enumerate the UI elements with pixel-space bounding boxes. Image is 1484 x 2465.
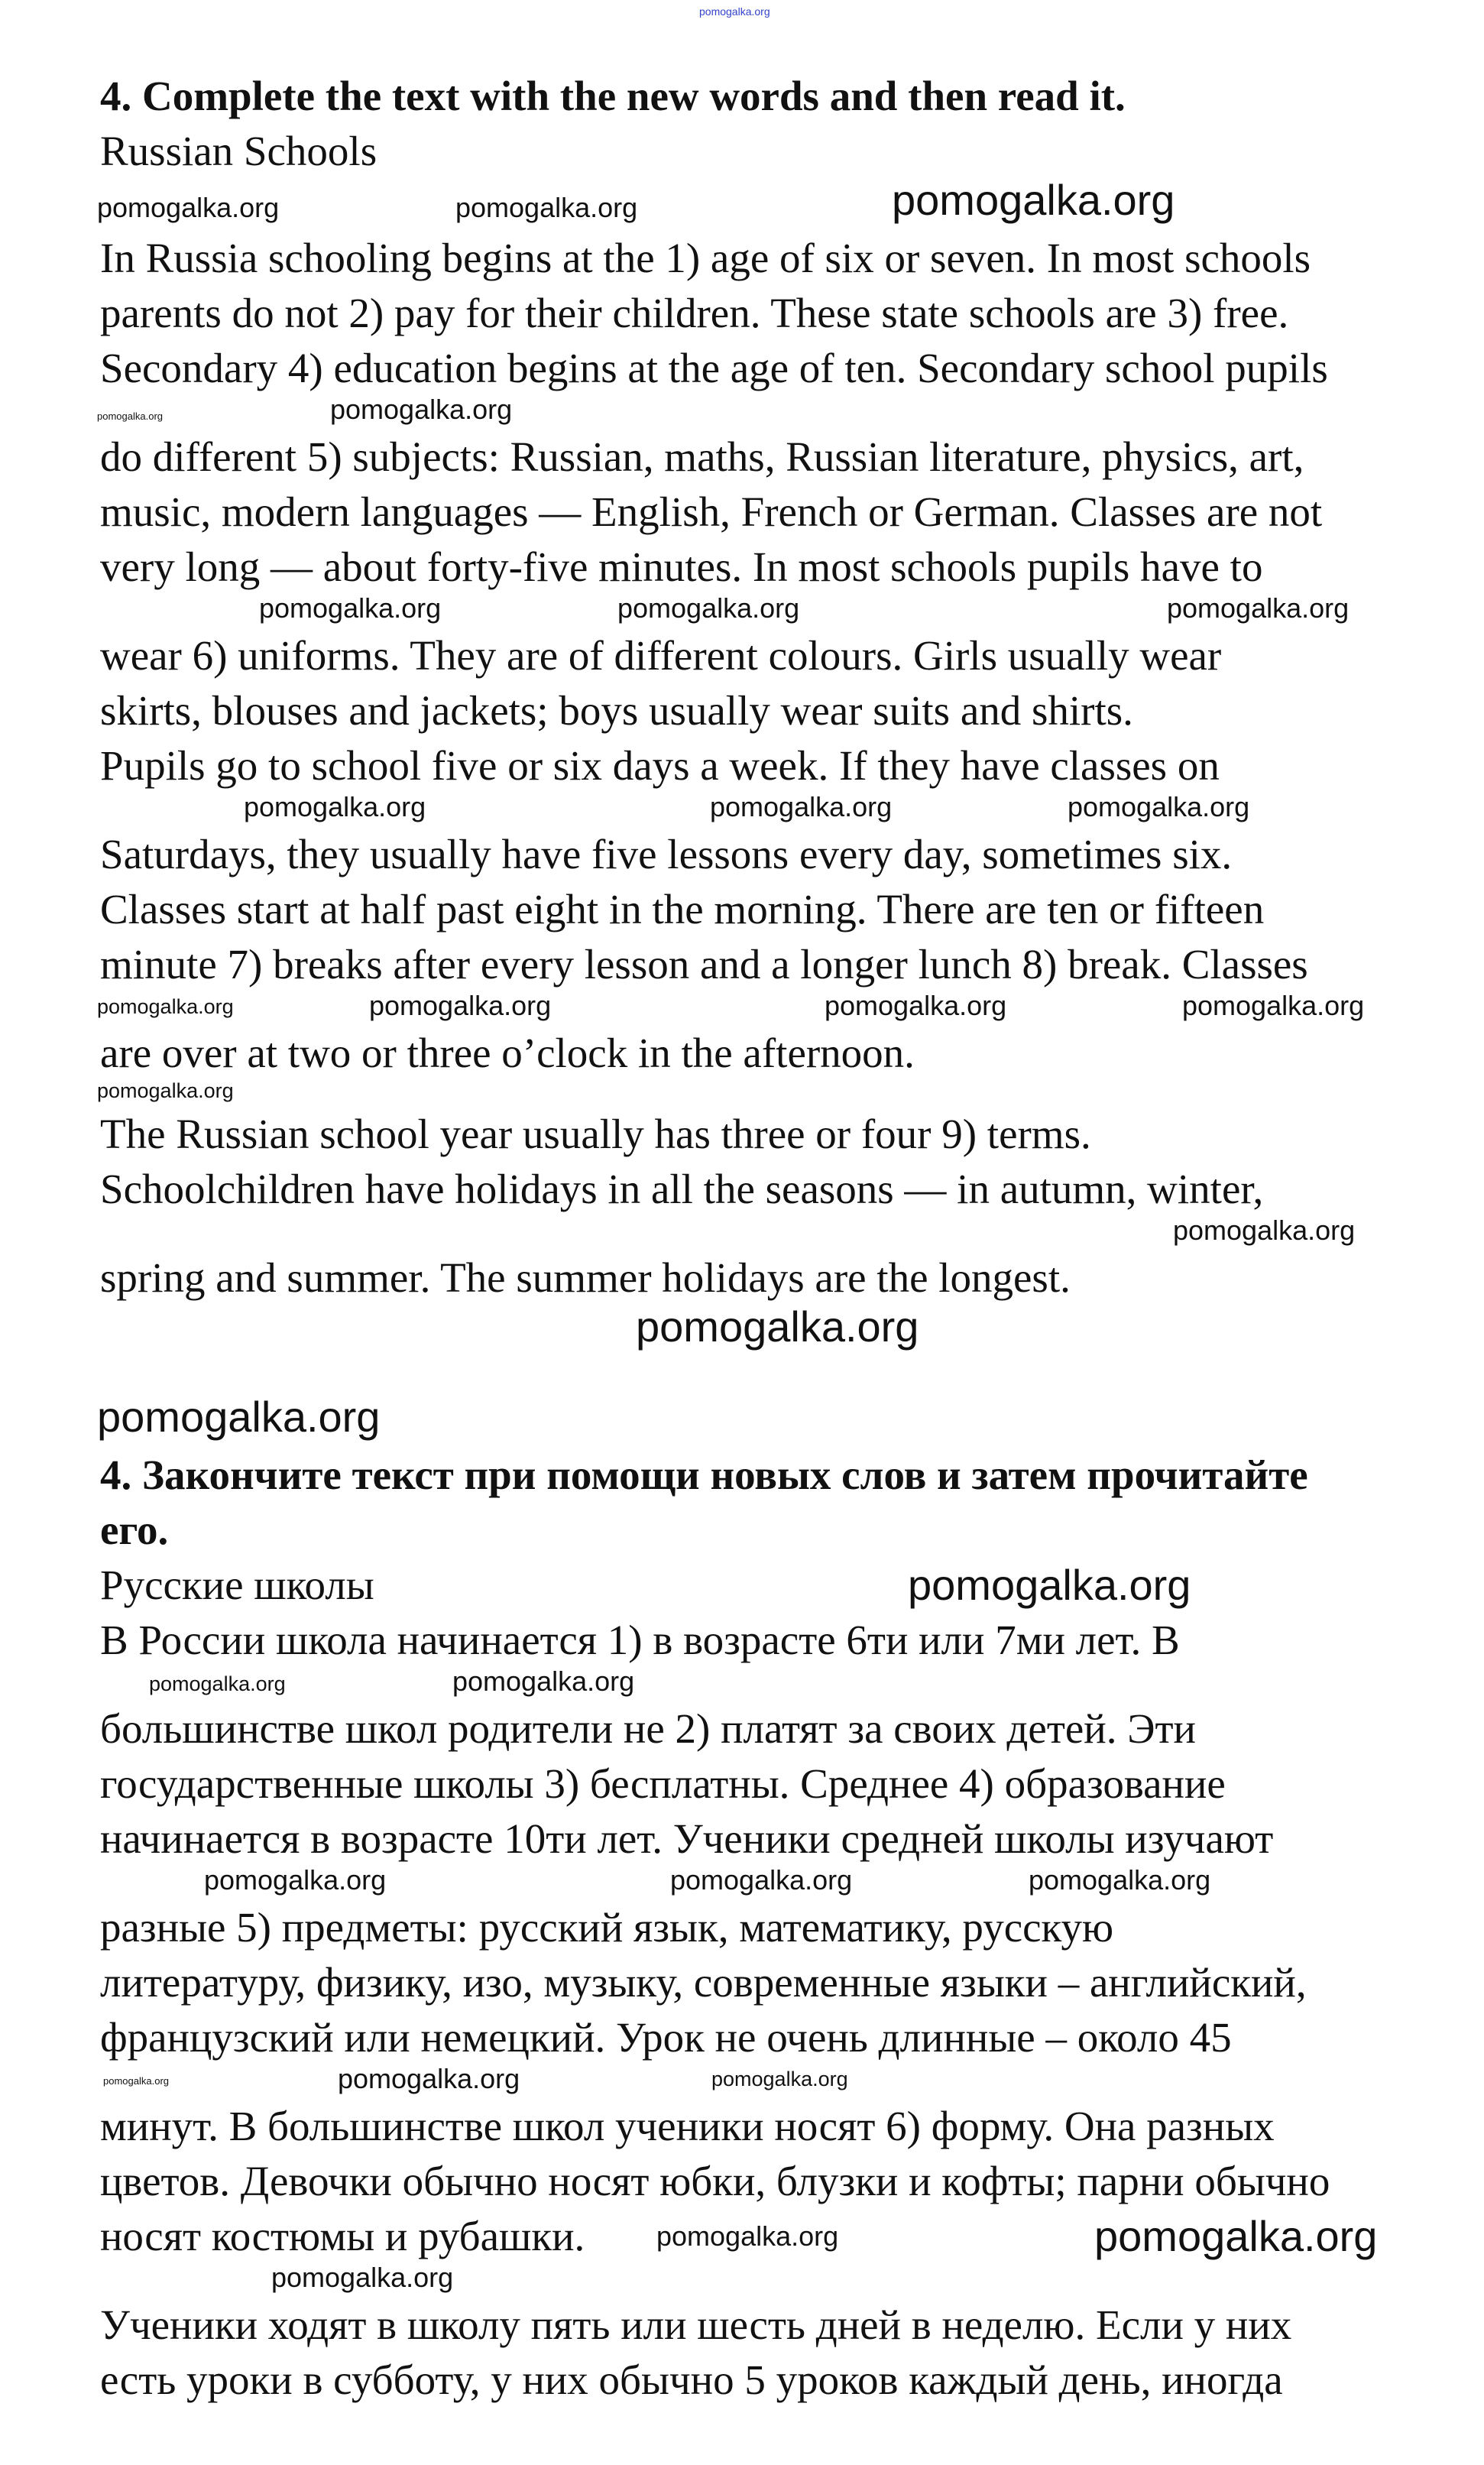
text-title-ru-line <box>100 1558 1484 1613</box>
text-line: цветов. Девочки обычно носят юбки, блузки и кофты; парни обычно <box>100 2158 1330 2204</box>
watermark: pomogalka.org <box>97 410 163 422</box>
text-line: music, modern languages — English, French or German. Classes are not <box>100 488 1323 535</box>
exercise-heading-ru: 4. Закончите текст при помощи новых слов и затем прочитайте <box>100 1451 1308 1498</box>
watermark-row <box>0 1302 1484 1357</box>
text-line: большинстве школ родители не 2) платят за своих детей. Эти <box>100 1705 1196 1752</box>
watermark-row <box>0 176 1484 231</box>
text-line: французский или немецкий. Урок не очень длинные – около 45 <box>100 2014 1232 2061</box>
watermark: pomogalka.org <box>617 592 800 624</box>
watermark: pomogalka.org <box>699 5 770 18</box>
watermark: pomogalka.org <box>636 1302 919 1351</box>
exercise-heading-ru-cont: его. <box>100 1507 169 1553</box>
watermark-row <box>0 793 1484 827</box>
watermark: pomogalka.org <box>149 1672 286 1695</box>
watermark-row <box>0 992 1484 1026</box>
watermark: pomogalka.org <box>908 1561 1191 1609</box>
text-line: The Russian school year usually has three or four 9) terms. <box>100 1111 1091 1157</box>
watermark: pomogalka.org <box>455 192 638 223</box>
watermark-row <box>0 2264 1484 2298</box>
text-line: носят костюмы и рубашки. <box>100 2213 585 2259</box>
text-line: Ученики ходят в школу пять или шесть дней в неделю. Если у них <box>100 2301 1292 2348</box>
text-line: are over at two or three o’clock in the afternoon. <box>100 1030 915 1076</box>
watermark: pomogalka.org <box>1068 791 1250 822</box>
text-title-en: Russian Schools <box>100 128 377 174</box>
text-title-ru: Русские школы <box>100 1562 374 1608</box>
text-line: Pupils go to school five or six days a week. If they have classes on <box>100 742 1220 789</box>
watermark: pomogalka.org <box>97 1079 234 1102</box>
watermark: pomogalka.org <box>1094 2212 1378 2260</box>
watermark-row <box>0 6 1484 23</box>
watermark-row <box>0 396 1484 430</box>
watermark: pomogalka.org <box>710 791 893 822</box>
watermark: pomogalka.org <box>338 2063 520 2094</box>
watermark: pomogalka.org <box>97 192 280 223</box>
watermark: pomogalka.org <box>452 1665 635 1697</box>
spacer <box>0 23 1484 69</box>
text-line: spring and summer. The summer holidays are the longest. <box>100 1254 1071 1301</box>
watermark: pomogalka.org <box>1182 990 1365 1021</box>
text-line: very long — about forty-five minutes. In most schools pupils have to <box>100 543 1263 590</box>
watermark: pomogalka.org <box>97 995 234 1018</box>
text-line: In Russia schooling begins at the 1) age of six or seven. In most schools <box>100 235 1311 281</box>
exercise-heading-en: 4. Complete the text with the new words and then read it. <box>100 73 1126 119</box>
text-line: есть уроки в субботу, у них обычно 5 уроков каждый день, иногда <box>100 2356 1283 2403</box>
watermark: pomogalka.org <box>711 2068 848 2090</box>
watermark: pomogalka.org <box>656 2220 839 2252</box>
text-line: do different 5) subjects: Russian, maths, Russian literature, physics, art, <box>100 433 1304 480</box>
watermark: pomogalka.org <box>244 791 426 822</box>
watermark: pomogalka.org <box>330 394 513 425</box>
watermark: pomogalka.org <box>892 176 1175 224</box>
text-line: parents do not 2) pay for their children. These state schools are 3) free. <box>100 290 1289 336</box>
text-line-with-watermarks <box>100 2209 1484 2264</box>
text-line: литературу, физику, изо, музыку, современные языки – английский, <box>100 1959 1307 2006</box>
watermark-row <box>0 592 1484 628</box>
watermark: pomogalka.org <box>369 990 552 1021</box>
watermark: pomogalka.org <box>670 1864 853 1896</box>
text-line: разные 5) предметы: русский язык, математику, русскую <box>100 1904 1114 1951</box>
text-line: В России школа начинается 1) в возрасте 6ти или 7ми лет. В <box>100 1617 1180 1663</box>
spacer <box>0 1357 1484 1396</box>
watermark: pomogalka.org <box>1029 1864 1211 1896</box>
watermark: pomogalka.org <box>271 2262 454 2293</box>
text-line: Classes start at half past eight in the morning. There are ten or fifteen <box>100 886 1265 932</box>
watermark: pomogalka.org <box>825 990 1007 1021</box>
text-line: minute 7) breaks after every lesson and a longer lunch 8) break. Classes <box>100 941 1308 988</box>
watermark-row <box>0 2065 1484 2099</box>
watermark-row <box>0 1217 1484 1250</box>
watermark: pomogalka.org <box>97 1393 381 1441</box>
watermark-row <box>0 1665 1484 1701</box>
text-line: государственные школы 3) бесплатны. Среднее 4) образование <box>100 1760 1226 1807</box>
text-line: начинается в возрасте 10ти лет. Ученики средней школы изучают <box>100 1815 1274 1862</box>
text-line: Schoolchildren have holidays in all the seasons — in autumn, winter, <box>100 1166 1264 1212</box>
text-line: Secondary 4) education begins at the age of ten. Secondary school pupils <box>100 345 1328 391</box>
watermark-row <box>0 1864 1484 1900</box>
text-line: skirts, blouses and jackets; boys usually wear suits and shirts. <box>100 687 1133 734</box>
watermark-row <box>0 1393 1484 1448</box>
watermark: pomogalka.org <box>204 1864 387 1896</box>
text-line: wear 6) uniforms. They are of different colours. Girls usually wear <box>100 632 1222 679</box>
watermark: pomogalka.org <box>1173 1215 1356 1246</box>
watermark: pomogalka.org <box>1167 592 1350 624</box>
text-line: минут. В большинстве школ ученики носят 6) форму. Она разных <box>100 2103 1275 2149</box>
text-line: Saturdays, they usually have five lessons every day, sometimes six. <box>100 831 1233 877</box>
watermark-row <box>0 1081 1484 1107</box>
watermark: pomogalka.org <box>103 2075 169 2087</box>
watermark: pomogalka.org <box>259 592 442 624</box>
